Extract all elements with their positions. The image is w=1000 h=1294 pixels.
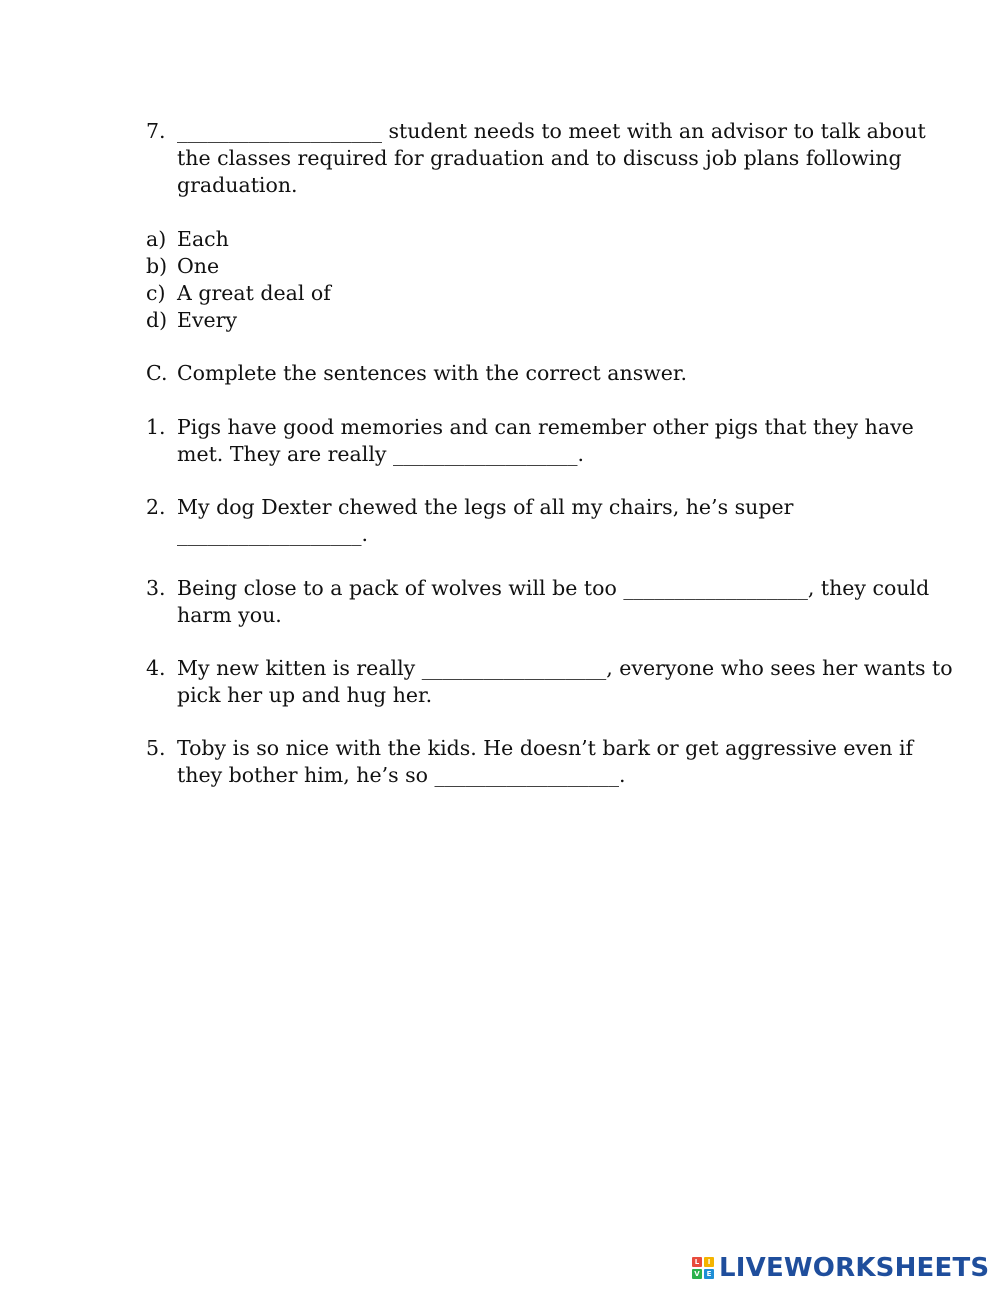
logo-blocks-icon (692, 1257, 714, 1279)
question-number: 7. (146, 119, 166, 143)
sentence-2 (146, 494, 886, 548)
logo-block: L (692, 1257, 702, 1267)
sentence-text-line: __________________. (177, 522, 369, 546)
option-text: A great deal of (177, 281, 331, 305)
logo-block: E (704, 1269, 714, 1279)
option-text: One (177, 254, 220, 278)
sentence-3 (146, 575, 930, 629)
logo-block: V (692, 1269, 702, 1279)
sentence-text-line: Being close to a pack of wolves will be too __________________, they could (177, 576, 930, 600)
option-d (146, 307, 886, 334)
option-letter: a) (146, 227, 167, 251)
sentence-text-line: they bother him, he’s so __________________. (177, 763, 626, 787)
option-a (146, 226, 886, 253)
question-text-line: ____________________ student needs to meet with an advisor to talk about (177, 119, 926, 143)
section-c-heading (146, 360, 886, 387)
option-b (146, 253, 886, 280)
sentence-text-line: pick her up and hug her. (177, 683, 433, 707)
sentence-4 (146, 655, 953, 709)
logo-wordmark: LIVEWORKSHEETS (719, 1253, 990, 1283)
section-instruction: Complete the sentences with the correct answer. (177, 361, 687, 385)
sentence-number: 2. (146, 495, 166, 519)
sentence-number: 1. (146, 415, 166, 439)
sentence-number: 4. (146, 656, 166, 680)
sentence-text-line: My new kitten is really __________________, everyone who sees her wants to (177, 656, 953, 680)
sentence-text-line: harm you. (177, 603, 282, 627)
sentence-1 (146, 414, 914, 468)
sentence-text-line: My dog Dexter chewed the legs of all my chairs, he’s super (177, 495, 794, 519)
question-text-line: the classes required for graduation and to discuss job plans following (177, 146, 902, 170)
sentence-number: 5. (146, 736, 166, 760)
logo-block: I (704, 1257, 714, 1267)
option-letter: b) (146, 254, 168, 278)
option-letter: c) (146, 281, 166, 305)
sentence-text-line: Pigs have good memories and can remember other pigs that they have (177, 415, 914, 439)
liveworksheets-logo (692, 1253, 989, 1283)
option-text: Each (177, 227, 229, 251)
sentence-5 (146, 735, 914, 789)
sentence-number: 3. (146, 576, 166, 600)
option-letter: d) (146, 308, 168, 332)
option-c (146, 280, 886, 307)
option-text: Every (177, 308, 238, 332)
sentence-text-line: Toby is so nice with the kids. He doesn’t bark or get aggressive even if (177, 736, 914, 760)
sentence-text-line: met. They are really __________________. (177, 442, 584, 466)
question-7 (146, 118, 926, 199)
section-letter: C. (146, 361, 168, 385)
question-text-line: graduation. (177, 173, 298, 197)
